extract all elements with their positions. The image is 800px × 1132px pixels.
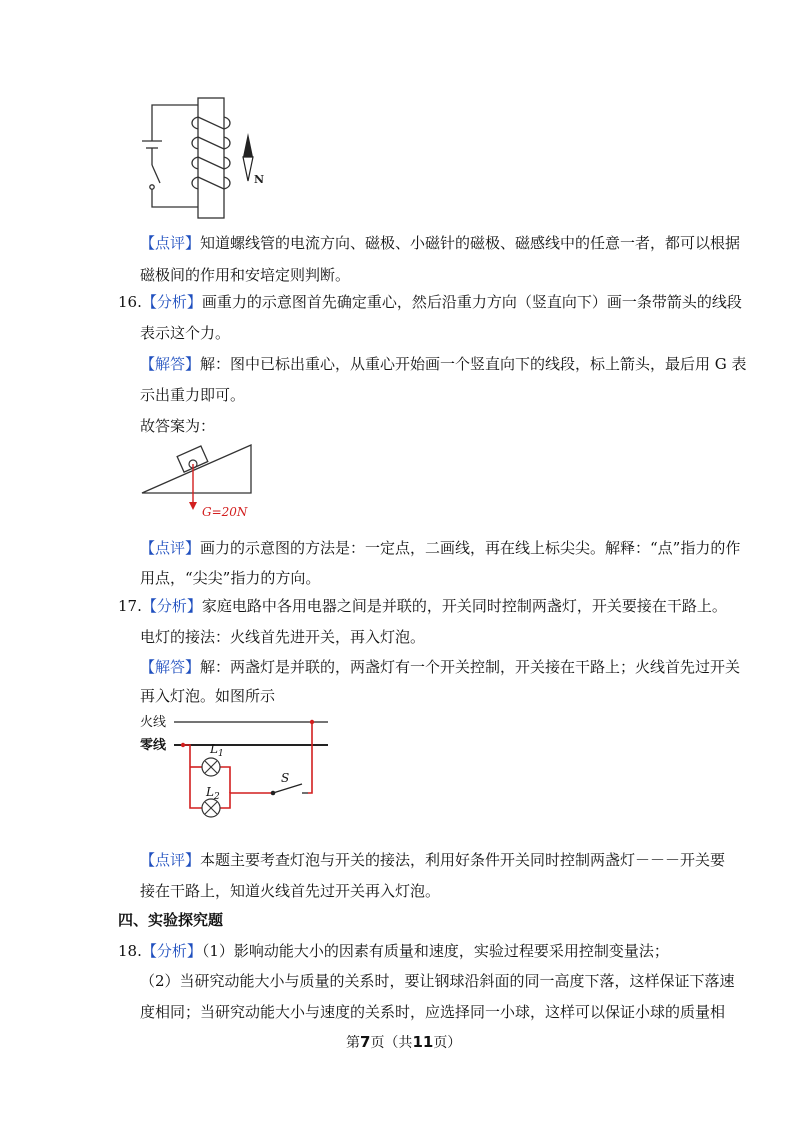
live-wire-label: 火线 (140, 715, 167, 730)
q17-answer-line-1: 【解答】解：两盏灯是并联的，两盏灯有一个开关控制，开关接在干路上；火线首先过开关 (140, 658, 741, 676)
neutral-wire-label: 零线 (140, 738, 167, 753)
incline-gravity-figure (138, 440, 268, 522)
gravity-label: G=20N (202, 505, 248, 519)
lamp-1-icon (202, 758, 220, 776)
q17-answer-line-2: 再入灯泡。如图所示 (140, 687, 276, 705)
lamps-to-switch-wire (220, 767, 230, 793)
question-number: 17. (118, 597, 142, 615)
q17-analysis-line-1: 17.【分析】家庭电路中各用电器之间是并联的，开关同时控制两盏灯，开关要接在干路上。 (118, 597, 727, 615)
solenoid-circuit-figure (140, 95, 280, 225)
answer-tag: 【解答】 (140, 658, 201, 676)
household-circuit-figure (138, 708, 338, 828)
lamp2-to-switch-wire (220, 793, 273, 808)
switch-label: S (281, 771, 290, 785)
q18-analysis-line-1: 18.【分析】（1）影响动能大小的因素有质量和速度，实验过程要采用控制变量法； (118, 942, 669, 960)
analysis-tag: 【分析】 (141, 942, 202, 960)
switch-contact (150, 185, 154, 189)
neutral-to-lamps-wire (183, 745, 202, 808)
section-heading: 四、实验探究题 (118, 911, 224, 929)
switch-arm (152, 165, 160, 183)
analysis-tag: 【分析】 (141, 597, 202, 615)
lamp-1-label: $L_1$ (210, 742, 224, 759)
total-pages-number: 11 (412, 1033, 434, 1051)
q16-analysis-line-2: 表示这个力。 (140, 324, 231, 342)
q16-answer-line-2: 示出重力即可。 (140, 386, 246, 404)
q18-line-3: 度相同；当研究动能大小与速度的关系时，应选择同一小球，这样可以保证小球的质量相 (140, 1003, 726, 1021)
q16-analysis-line-1: 16.【分析】画重力的示意图首先确定重心，然后沿重力方向（竖直向下）画一条带箭头的线段 (118, 293, 742, 311)
question-number: 16. (118, 293, 142, 311)
review-tag: 【点评】 (140, 851, 201, 869)
switch-blade (273, 784, 302, 793)
page-footer: 第7页（共11页） (346, 1033, 462, 1051)
q16-answer-line-3: 故答案为： (140, 417, 216, 435)
q17-review-line-1: 【点评】本题主要考查灯泡与开关的接法，利用好条件开关同时控制两盏灯－－－开关要 (140, 851, 726, 869)
q18-line-2: （2）当研究动能大小与质量的关系时，要让钢球沿斜面的同一高度下落，这样保证下落速 (140, 972, 735, 990)
question-number: 18. (118, 942, 142, 960)
switch-to-live-wire (308, 722, 312, 793)
gravity-arrow-head-icon (189, 502, 197, 510)
review-15-line-1: 【点评】知道螺线管的电流方向、磁极、小磁针的磁极、磁感线中的任意一者，都可以根据 (140, 234, 741, 252)
q16-review-line-2: 用点，“尖尖”指力的方向。 (140, 569, 321, 587)
compass-north-label: N (254, 173, 265, 186)
compass-needle-icon (243, 133, 253, 181)
review-15-line-2: 磁极间的作用和安培定则判断。 (140, 266, 351, 284)
neutral-junction (181, 743, 185, 747)
live-junction (310, 720, 314, 724)
q17-review-line-2: 接在干路上，知道火线首先过开关再入灯泡。 (140, 882, 441, 900)
current-page-number: 7 (360, 1033, 371, 1051)
review-tag: 【点评】 (140, 539, 201, 557)
q16-review-line-1: 【点评】画力的示意图的方法是：一定点，二画线，再在线上标尖尖。解释：“点”指力的作 (140, 539, 741, 557)
circuit-wire (152, 189, 198, 207)
review-tag: 【点评】 (140, 234, 201, 252)
q16-answer-line-1: 【解答】解：图中已标出重心，从重心开始画一个竖直向下的线段，标上箭头，最后用 G 表 (140, 355, 747, 373)
circuit-wire (152, 105, 198, 141)
lamp-2-label: $L_2$ (206, 785, 220, 802)
answer-tag: 【解答】 (140, 355, 201, 373)
solenoid-core (198, 98, 224, 218)
analysis-tag: 【分析】 (141, 293, 202, 311)
q17-analysis-line-2: 电灯的接法：火线首先进开关，再入灯泡。 (140, 628, 426, 646)
